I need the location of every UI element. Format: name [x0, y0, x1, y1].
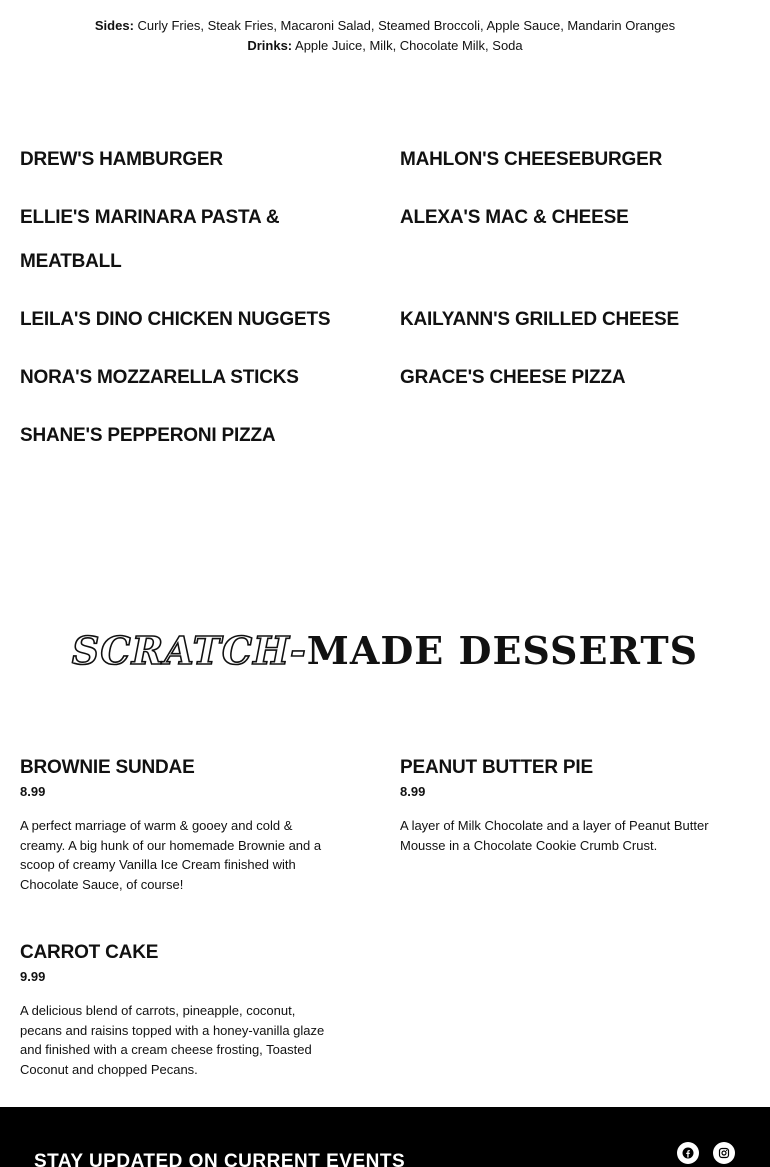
dessert-description: A layer of Milk Chocolate and a layer of Peanut Butter Mousse in a Chocolate Cookie Crumb Crust.	[400, 818, 709, 853]
drinks-value: Apple Juice, Milk, Chocolate Milk, Soda	[292, 37, 523, 53]
footer-heading: STAY UPDATED ON CURRENT EVENTS	[34, 1151, 406, 1167]
facebook-glyph	[682, 1147, 694, 1159]
dessert-description: A delicious blend of carrots, pineapple, coconut, pecans and raisins topped with a honey-vanilla glaze and finished with a cream cheese frosting, Toasted Coconut and chopped Pecans.	[20, 1003, 325, 1077]
dessert-name: BROWNIE SUNDAE	[20, 757, 195, 778]
kids-menu-item: SHANE'S PEPPERONI PIZZA	[20, 425, 276, 446]
instagram-icon[interactable]	[713, 1142, 735, 1164]
dessert-item	[400, 756, 710, 855]
dessert-price: 8.99	[400, 784, 426, 799]
kids-menu-item: LEILA'S DINO CHICKEN NUGGETS	[20, 309, 331, 330]
dessert-item	[20, 941, 330, 1079]
dessert-item	[20, 756, 330, 894]
dessert-price: 9.99	[20, 969, 46, 984]
facebook-icon[interactable]	[677, 1142, 699, 1164]
dessert-description: A perfect marriage of warm & gooey and cold & creamy. A big hunk of our homemade Brownie and a scoop of creamy Vanilla Ice Cream finished with Chocolate Sauce, of course!	[20, 818, 322, 892]
dessert-name: CARROT CAKE	[20, 942, 159, 963]
sides-value: Curly Fries, Steak Fries, Macaroni Salad, Steamed Broccoli, Apple Sauce, Mandarin Oranges	[133, 18, 676, 33]
instagram-glyph	[718, 1147, 730, 1159]
kids-menu-item: NORA'S MOZZARELLA STICKS	[20, 367, 299, 388]
dessert-price: 8.99	[20, 784, 46, 799]
sides-line	[0, 16, 770, 36]
footer	[0, 1107, 770, 1167]
sides-label: Sides:	[94, 18, 134, 33]
desserts-heading	[0, 628, 770, 673]
kids-menu-item: ELLIE'S MARINARA PASTA & MEATBALL	[20, 207, 280, 272]
desserts-heading-rest: MADE DESSERTS	[306, 628, 699, 673]
sides-drinks-info	[0, 16, 770, 55]
drinks-line	[0, 36, 770, 56]
kids-menu-item: GRACE'S CHEESE PIZZA	[400, 367, 626, 388]
kids-menu-item: ALEXA'S MAC & CHEESE	[400, 207, 629, 228]
kids-menu-item: DREW'S HAMBURGER	[20, 149, 223, 170]
drinks-label: Drinks:	[247, 37, 293, 53]
desserts-heading-emphasis: SCRATCH-	[71, 628, 307, 673]
kids-menu-item: MAHLON'S CHEESEBURGER	[400, 149, 663, 170]
dessert-name: PEANUT BUTTER PIE	[400, 757, 593, 778]
kids-menu-item: KAILYANN'S GRILLED CHEESE	[400, 309, 679, 330]
